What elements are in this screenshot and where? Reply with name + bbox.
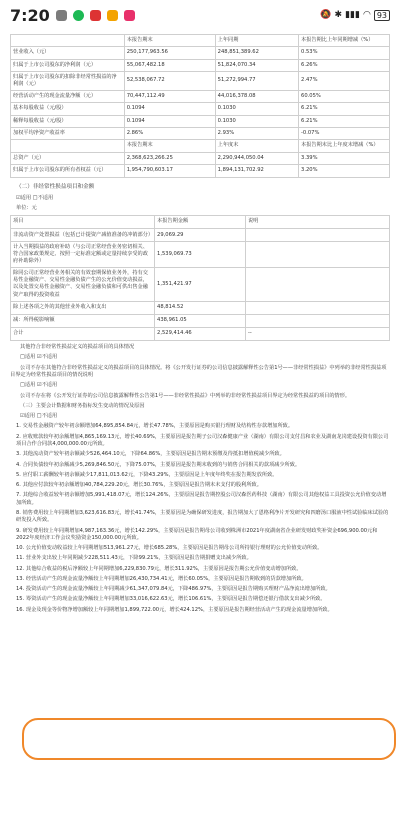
- table-cell: 6.26%: [299, 59, 390, 71]
- table-cell: 稀释每股收益（元/股）: [11, 115, 125, 127]
- list-item: 11. 营业外支出较上年同期减少228,511.43元，下降99.21%，主要原因是报告期捐赠支出减少所致。: [16, 555, 252, 562]
- table-cell: --: [245, 327, 389, 340]
- list-item: 9. 研发费用较上年同期增加4,987,163.36元，增长142.29%，主要原因是报告期母公司收到株洲市2021年度湖南省企业研发财政奖补资金696,900.00元和2022年度经济工作会议奖励资金150,000.00元所致。: [16, 527, 378, 541]
- table-cell: 除上述各项之外的其他营业外收入和支出: [11, 301, 155, 314]
- table-cell: 0.53%: [299, 47, 390, 59]
- table-row: [11, 59, 390, 71]
- status-left: [10, 6, 135, 25]
- table-cell: 2,368,623,266.25: [124, 152, 215, 164]
- list-item: 14. 投资活动产生的现金流量净额较上年同期减少61,347,079.84元，下降486.97%，主要原因是报告期购买理财产品净流出增加所致。: [16, 586, 331, 593]
- table-row: [11, 47, 390, 59]
- financial-table: [10, 34, 390, 178]
- table-cell: 55,067,482.18: [124, 59, 215, 71]
- table-cell: 归属于上市公司股东的扣除非经常性损益的净利润（元）: [11, 72, 125, 91]
- list-item: 3. 其他流动资产较年初余额减少526,464.10元，下降64.86%，主要原因是报告期末预缴及待抵扣增值税减少所致。: [16, 451, 285, 458]
- table-cell: 0.1094: [124, 103, 215, 115]
- notification-icon: [56, 10, 67, 21]
- applicable-flag: ☑适用 □不适用: [16, 195, 54, 202]
- list-item: 13. 经营活动产生的现金流量净额较上年同期增加26,430,734.41元，增长60.05%，主要原因是报告期收到的货款增加所致。: [16, 575, 307, 582]
- app-icon: [107, 10, 118, 21]
- paragraph: ☑适用 □不适用: [20, 413, 58, 420]
- table-cell: 1,954,790,603.17: [124, 165, 215, 177]
- table-cell: 51,272,994.77: [215, 72, 298, 91]
- table-cell: -0.07%: [299, 128, 390, 140]
- list-item: 16. 现金及现金等价物净增加额较上年同期增加1,899,722.00元，增长424.12%，主要原因是报告期经营活动产生的现金流量增加所致。: [16, 606, 333, 613]
- table-row: [11, 327, 390, 340]
- table-cell: 2,529,414.46: [155, 327, 246, 340]
- table-cell: 250,177,963.56: [124, 47, 215, 59]
- table-row: [11, 229, 390, 242]
- list-item: 10. 公允价值变动收益较上年同期增加513,961.27元，增长685.28%，主要原因是报告期母公司所持银行理财的公允价值变动所致。: [16, 545, 323, 552]
- table-cell: 归属于上市公司股东的净利润（元）: [11, 59, 125, 71]
- table-cell: 60.05%: [299, 90, 390, 102]
- table-cell: 经营活动产生的现金流量净额（元）: [11, 90, 125, 102]
- table-cell: 48,814.52: [155, 301, 246, 314]
- signal-icon: ▮▮▮: [345, 10, 360, 20]
- table-row: [11, 103, 390, 115]
- table-cell: 3.20%: [299, 165, 390, 177]
- paragraph: 其他符合非经常性损益定义的损益项目的具体情况: [20, 344, 135, 351]
- table-cell: [245, 229, 389, 242]
- battery-icon: 93: [374, 10, 390, 21]
- table-row: [11, 165, 390, 177]
- video-icon: [124, 10, 135, 21]
- table-cell: 除同公司正常经营业务相关的有效套期保值业务外，持有交易性金融资产、交易性金融负债产生的公允价值变动损益，以及处置交易性金融资产、交易性金融负债和可供出售金融资产取得的投资收益: [11, 268, 155, 301]
- unit-label: 单位：元: [16, 204, 37, 211]
- list-item: 8. 销售费用较上年同期增加3,623,616.83元，增长41.74%，主要原因是为确保研发进度，报告期加大了恩格利净片开发研究和四磨汤口服液中性试验临床试验的研发投入所致。: [16, 509, 389, 524]
- table-cell: 248,851,389.62: [215, 47, 298, 59]
- table-cell: 6.21%: [299, 103, 390, 115]
- table-cell: 减：所得税影响额: [11, 314, 155, 327]
- table-cell: [245, 268, 389, 301]
- table-row: [11, 152, 390, 164]
- table-header-2: 本报告期末 上年度末 本报告期末比上年度末增减（%）: [11, 140, 390, 152]
- status-icons: [320, 10, 390, 21]
- table-row: [11, 72, 390, 91]
- wechat-icon: [73, 10, 84, 21]
- table-cell: 29,069.29: [155, 229, 246, 242]
- table-row: [11, 314, 390, 327]
- change-list: [10, 423, 390, 614]
- list-item: 12. 其他综合收益的税后净额较上年同期增加6,229,830.79元，增长311.92%，主要原因是报告期公允价值变动增加所致。: [16, 565, 302, 572]
- table-cell: 1,894,131,702.92: [215, 165, 298, 177]
- table-row: [11, 268, 390, 301]
- list-item: 7. 其他综合收益较年初余额增加5,991,418.07元，增长124.26%，主要原因是报告期控股公司汉森医药科技（湖南）有限公司其他权益工具投资公允价值变动增加所致。: [16, 492, 387, 506]
- weibo-icon: [90, 10, 101, 21]
- list-item: 4. 合同负债较年初余额减少5,269,846.50元，下降75.07%，主要原因是报告期末收到的与销售合同相关的款项减少所致。: [16, 461, 301, 468]
- table-cell: 营业收入（元）: [11, 47, 125, 59]
- list-item: 2. 应收账款较年初余额增加4,865,169.13元，增长40.69%，主要原因是报告期子公司汉森健康产业（湖南）有限公司支付昌和农业及湖南龙岗建设投资有限公司项目合作合同款4,000,000.00元所致。: [16, 433, 389, 447]
- table-row: [11, 90, 390, 102]
- mute-icon: 🔕: [320, 10, 332, 20]
- table-row: [11, 301, 390, 314]
- table-cell: [245, 242, 389, 268]
- table-cell: 归属于上市公司股东的所有者权益（元）: [11, 165, 125, 177]
- table-cell: 加权平均净资产收益率: [11, 128, 125, 140]
- status-bar: [0, 0, 400, 30]
- table-cell: 2.86%: [124, 128, 215, 140]
- bluetooth-icon: ✱: [334, 10, 343, 20]
- paragraphs: [10, 344, 390, 420]
- table-header: 项目 本报告期金额 说明: [11, 215, 390, 228]
- list-item: 5. 应付职工薪酬较年初余额减少17,811,013.62元，下降43.29%，主要原因是上年度年终奖在报告期发放所致。: [16, 471, 278, 478]
- paragraph: （三）主要会计数据和财务指标发生变动的情况及原因: [20, 402, 145, 409]
- wifi-icon: ◠: [362, 10, 371, 20]
- table-cell: 2,290,944,050.04: [215, 152, 298, 164]
- non-recurring-table: [10, 215, 390, 341]
- table-cell: 52,538,067.72: [124, 72, 215, 91]
- document: [0, 30, 400, 614]
- clock: 7:20: [10, 5, 50, 25]
- list-item: 15. 筹资活动产生的现金流量净额较上年同期增加33,016,622.63元，增长106.61%，主要原因是报告期偿还银行借款支出减少所致。: [16, 596, 326, 603]
- section-title: （二）非经常性损益项目和金额: [16, 183, 95, 190]
- table-cell: 2.47%: [299, 72, 390, 91]
- table-cell: 51,824,070.34: [215, 59, 298, 71]
- table-cell: 0.1094: [124, 115, 215, 127]
- table-cell: 44,016,378.08: [215, 90, 298, 102]
- paragraph: □适用 ☑不适用: [20, 382, 58, 389]
- table-cell: 6.21%: [299, 115, 390, 127]
- paragraph: 公司不存在其他符合非经常性损益定义的损益项目的具体情况。将《公开发行证券的公司信息披露解释性公告第1号——非经常性损益》中列举的非经常性损益项目界定为经常性损益项目的情况说明: [10, 364, 387, 379]
- table-cell: 1,351,421.97: [155, 268, 246, 301]
- table-row: [11, 242, 390, 268]
- table-cell: 非流动资产处置损益（包括已计提资产减值准备的冲销部分）: [11, 229, 155, 242]
- paragraph: 公司不存在将《公开发行证券的公司信息披露解释性公告第1号——非经常性损益》中列举的非经常性损益项目界定为经常性损益的项目的情形。: [20, 392, 351, 399]
- table-cell: 0.1030: [215, 115, 298, 127]
- table-cell: 438,961.05: [155, 314, 246, 327]
- paragraph: □适用 ☑不适用: [20, 354, 58, 361]
- table-cell: 0.1030: [215, 103, 298, 115]
- table-cell: 基本每股收益（元/股）: [11, 103, 125, 115]
- table-cell: 1,539,069.73: [155, 242, 246, 268]
- highlight-annotation: [22, 718, 396, 760]
- table-cell: 3.39%: [299, 152, 390, 164]
- table-cell: [245, 314, 389, 327]
- table-cell: 总资产（元）: [11, 152, 125, 164]
- table-cell: 70,447,112.49: [124, 90, 215, 102]
- table-row: [11, 115, 390, 127]
- table-cell: [245, 301, 389, 314]
- table-row: [11, 128, 390, 140]
- table-cell: 计入当期损益的政府补助（与公司正常经营业务密切相关、符合国家政策规定、按照一定标准定额或定量持续享受的政府补助除外）: [11, 242, 155, 268]
- table-cell: 2.93%: [215, 128, 298, 140]
- list-item: 1. 交易性金融资产较年初余额增加64,895,854.84元，增长47.78%，主要原因是购买银行理财及结构性存款增加所致。: [16, 423, 294, 430]
- table-cell: 合计: [11, 327, 155, 340]
- table-header: 本报告期末 上年同期 本报告期比上年同期增减（%）: [11, 35, 390, 47]
- list-item: 6. 其他应付款较年初余额增加40,784,229.20元，增长30.76%，主要原因是报告期末未支付的股利所致。: [16, 482, 262, 489]
